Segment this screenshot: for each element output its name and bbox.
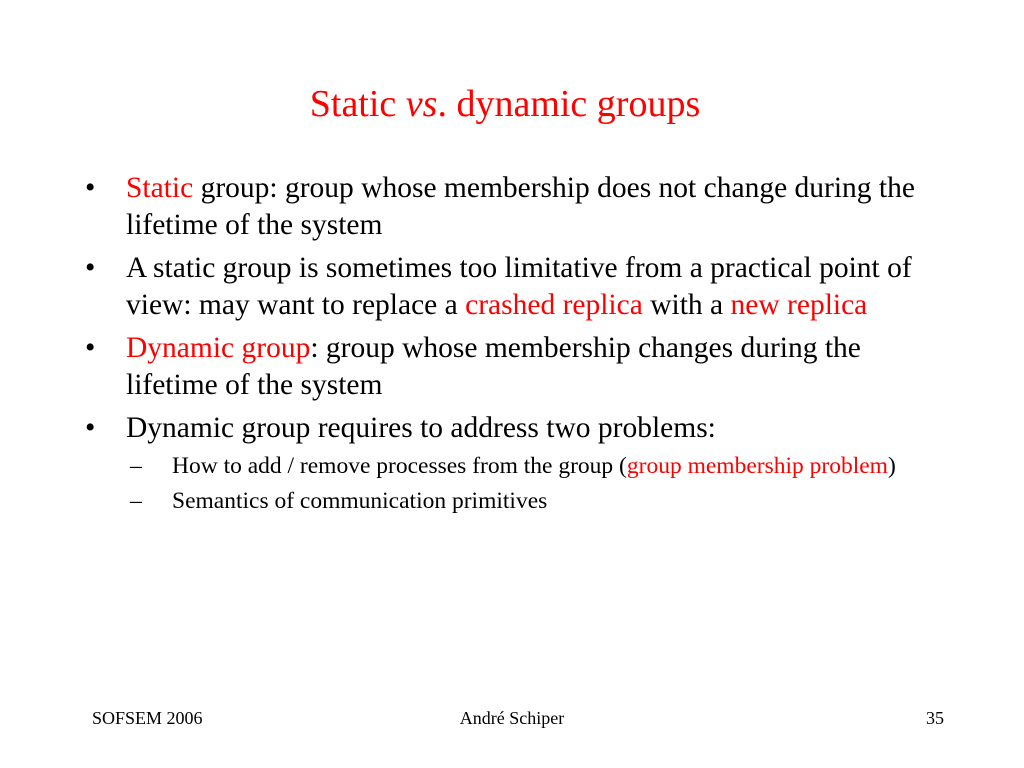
bullet-text: group: group whose membership does not change during the lifetime of the system xyxy=(126,172,915,241)
bullet-marker: • xyxy=(85,412,96,444)
bullet-marker: • xyxy=(85,332,96,364)
sub-bullet-list xyxy=(126,451,955,517)
title-static: Static xyxy=(309,83,406,125)
sub-bullet-semantics xyxy=(126,486,952,517)
bullet-text: Dynamic group requires to address two problems: xyxy=(126,412,716,444)
bullet-list xyxy=(85,170,955,523)
term-new-replica: new replica xyxy=(730,289,868,321)
slide-title xyxy=(0,80,1010,128)
bullet-item-two-problems xyxy=(85,410,955,517)
bullet-item-limitative xyxy=(85,250,955,324)
sub-bullet-text: Semantics of communication primitives xyxy=(172,488,548,514)
term-dynamic-group: Dynamic group xyxy=(126,332,311,364)
footer-page-number: 35 xyxy=(926,708,944,728)
bullet-text: with a xyxy=(642,289,731,321)
bullet-text: : group whose membership changes during the lifetime of the system xyxy=(126,332,861,401)
sub-bullet-marker: – xyxy=(130,488,142,514)
sub-bullet-add-remove xyxy=(126,451,952,482)
title-vs: vs xyxy=(405,83,438,125)
bullet-marker: • xyxy=(85,172,96,204)
title-rest: . dynamic groups xyxy=(437,83,701,125)
term-group-membership-problem: group membership problem xyxy=(626,453,888,479)
sub-bullet-marker: – xyxy=(130,453,142,479)
term-crashed-replica: crashed replica xyxy=(465,289,643,321)
bullet-marker: • xyxy=(85,252,96,284)
sub-bullet-text: ) xyxy=(887,453,896,479)
sub-bullet-text: How to add / remove processes from the group ( xyxy=(172,453,627,479)
bullet-item-dynamic-group xyxy=(85,330,955,404)
bullet-item-static-group xyxy=(85,170,955,244)
term-static: Static xyxy=(126,172,194,204)
footer-conference: SOFSEM 2006 xyxy=(92,708,203,728)
footer-author: André Schiper xyxy=(459,708,565,728)
bullet-text: A static group is sometimes too limitative from a practical point of view: may want to replace a xyxy=(126,252,912,321)
